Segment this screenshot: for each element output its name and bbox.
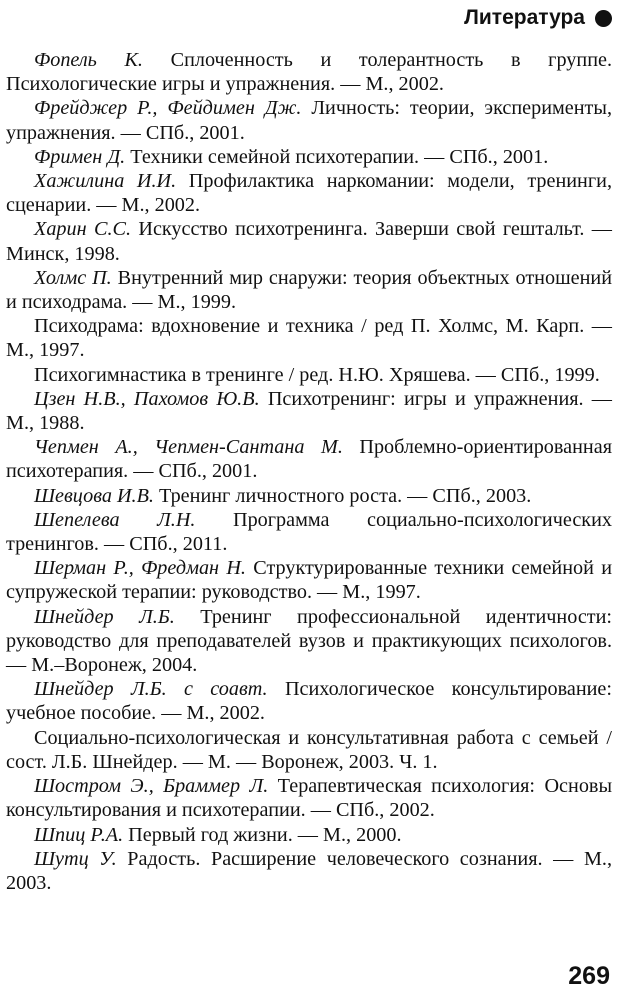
reference-author: Цзен Н.В., Пахомов Ю.В. <box>34 387 260 410</box>
running-header <box>464 6 612 30</box>
reference-text: Психодрама: вдохновение и техника / ред П. Холмс, М. Карп. — М., 1997. <box>6 315 612 362</box>
reference-author: Шостром Э., Браммер Л. <box>34 775 269 798</box>
reference-text: Тренинг личностного роста. — СПб., 2003. <box>153 484 532 507</box>
reference-entry <box>6 556 612 604</box>
reference-entry <box>6 48 612 96</box>
reference-text: Тренинг профессиональной идентичности: руководство для преподавателей вузов и практикующих психологов. — М.–Воронеж, 2004. <box>6 605 613 677</box>
reference-text: Первый год жизни. — М., 2000. <box>123 823 402 846</box>
reference-author: Шевцова И.В. <box>34 484 154 507</box>
reference-author: Хажилина И.И. <box>34 170 177 193</box>
reference-author: Шнейдер Л.Б. с соавт. <box>34 678 268 701</box>
reference-text: Психотренинг: игры и упражнения. — М., 1988. <box>6 387 612 435</box>
reference-author: Фопель К. <box>34 49 143 71</box>
page-number: 269 <box>568 962 610 990</box>
reference-text: Программа социально-психологических тренингов. — СПб., 2011. <box>6 508 612 556</box>
reference-text: Психогимнастика в тренинге / ред. Н.Ю. Хряшева. — СПб., 1999. <box>34 363 600 386</box>
reference-text: Терапевтическая психология: Основы консультирования и психотерапии. — СПб., 2002. <box>6 775 613 822</box>
reference-text: Техники семейной психотерапии. — СПб., 2001. <box>125 145 549 168</box>
reference-entry <box>6 363 612 387</box>
reference-author: Шнейдер Л.Б. <box>34 605 175 628</box>
reference-author: Фримен Д. <box>34 145 126 168</box>
reference-text: Структурированные техники семейной и супружеской терапии: руководство. — М., 1997. <box>6 557 612 604</box>
reference-entry <box>6 823 612 847</box>
reference-entry <box>6 145 612 169</box>
reference-entry <box>6 774 612 822</box>
reference-entry <box>6 847 612 895</box>
reference-entry <box>6 266 612 314</box>
reference-text: Внутренний мир снаружи: теория объектных отношений и психодрама. — М., 1999. <box>6 266 612 314</box>
reference-author: Харин С.С. <box>34 218 132 241</box>
reference-author: Фрейджер Р., Фейдимен Дж. <box>34 97 302 120</box>
reference-entry <box>6 484 612 508</box>
reference-entry <box>6 96 612 144</box>
reference-text: Личность: теории, эксперименты, упражнения. — СПб., 2001. <box>6 97 612 144</box>
reference-author: Шутц У. <box>34 847 117 870</box>
filled-circle-icon <box>595 10 612 27</box>
reference-entry <box>6 169 612 217</box>
reference-text: Профилактика наркомании: модели, тренинги, сценарии. — М., 2002. <box>6 170 612 217</box>
reference-author: Шерман Р., Фредман Н. <box>34 557 246 580</box>
reference-entry <box>6 387 612 435</box>
reference-list <box>6 48 612 895</box>
reference-text: Социально-психологическая и консультативная работа с семьей / сост. Л.Б. Шнейдер. — М. — Воронеж, 2003. Ч. 1. <box>6 726 612 773</box>
reference-entry <box>6 314 612 362</box>
reference-entry <box>6 435 612 483</box>
reference-entry <box>6 217 612 265</box>
reference-text: Сплоченность и толерантность в группе. Психологические игры и упражнения. — М., 2002. <box>6 49 613 96</box>
reference-author: Шепелева Л.Н. <box>34 508 196 531</box>
reference-author: Чепмен А., Чепмен-Сантана М. <box>34 436 343 459</box>
reference-entry <box>6 508 612 556</box>
reference-author: Шпиц Р.А. <box>34 823 124 846</box>
reference-text: Психологическое консультирование: учебное пособие. — М., 2002. <box>6 678 612 725</box>
section-title: Литература <box>464 6 585 29</box>
reference-entry <box>6 726 612 774</box>
reference-author: Холмс П. <box>34 266 112 289</box>
reference-entry <box>6 677 612 725</box>
reference-text: Искусство психотренинга. Заверши свой гештальт. — Минск, 1998. <box>6 218 612 265</box>
reference-entry <box>6 605 612 678</box>
reference-text: Радость. Расширение человеческого сознания. — М., 2003. <box>6 847 612 894</box>
reference-text: Проблемно-ориентированная психотерапия. — СПб., 2001. <box>6 436 612 483</box>
